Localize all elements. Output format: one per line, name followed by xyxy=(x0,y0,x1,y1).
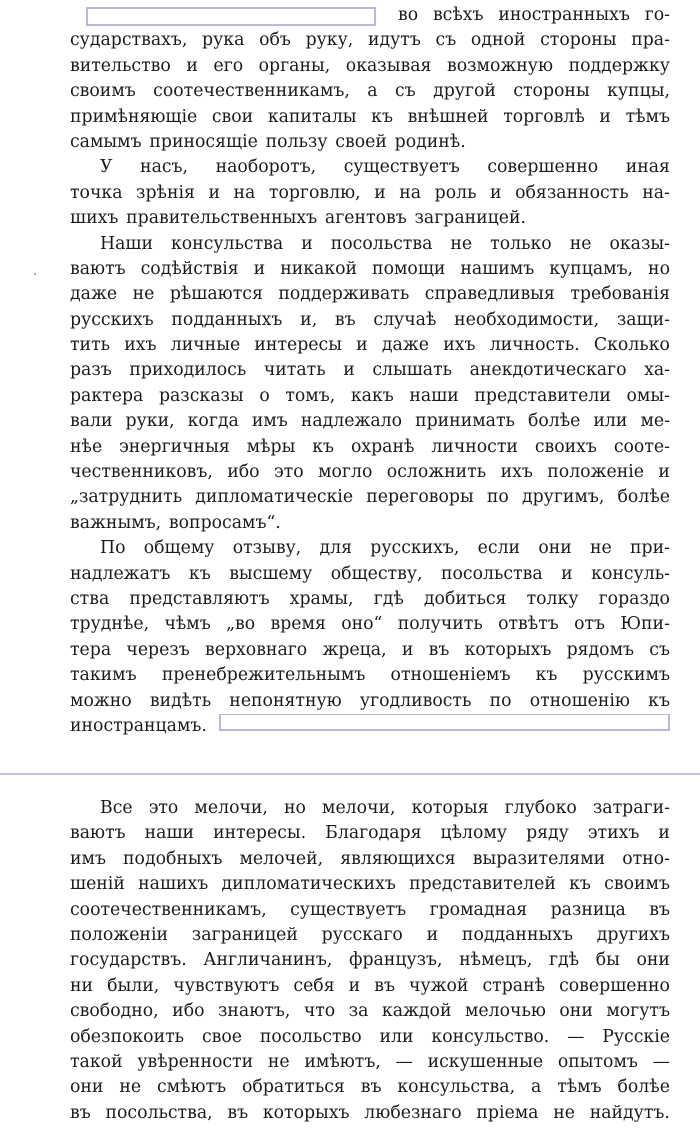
text-line: русскихъ подданныхъ и, въ случаѣ необходимости, защи- xyxy=(70,309,670,330)
text-line: чественниковъ, ибо это могло осложнить ихъ положеніе и xyxy=(70,462,670,483)
text-line: У насъ, наоборотъ, существуетъ совершенно иная xyxy=(100,157,670,178)
text-line: ства представляютъ храмы, гдѣ добиться толку гораздо xyxy=(70,588,670,609)
text-line: По общему отзыву, для русскихъ, если они не при- xyxy=(100,538,670,559)
text-line: они не смѣютъ обратиться въ консульства, а тѣмъ болѣе xyxy=(70,1077,670,1098)
text-line: иностранцамъ. xyxy=(70,714,670,739)
lower-text-block xyxy=(70,796,670,1126)
text-line: Все это мелочи, но мелочи, которыя глубоко затраги- xyxy=(100,798,670,818)
text-line: рактера разсказы о томъ, какъ наши представители омы- xyxy=(70,385,670,406)
text-line: даже не рѣшаются поддерживать справедливыя требованія xyxy=(70,284,670,305)
text-line: такимъ пренебрежительнымъ отношеніемъ къ русскимъ xyxy=(70,665,670,686)
text-line: имъ подобныхъ мелочей, являющихся выразителями отно- xyxy=(70,848,670,869)
text-line: можно видѣть непонятную угодливость по отношенію къ xyxy=(70,690,670,711)
text-line: примѣняющіе свои капиталы къ внѣшней торговлѣ и тѣмъ xyxy=(70,106,670,127)
text-line: во всѣхъ иностранныхъ го- xyxy=(398,5,670,25)
text-line: надлежатъ къ высшему обществу, посольства и консуль- xyxy=(70,563,670,584)
text-line: разъ приходилось читать и слышать анекдотическаго ха- xyxy=(70,360,670,381)
text-line: шихъ правительственныхъ агентовъ заграницей. xyxy=(70,208,527,229)
text-line: вительство и его органы, оказывая возможную поддержку xyxy=(70,55,670,76)
text-line: такой увѣренности не имѣютъ, — искушенные опытомъ — xyxy=(70,1051,670,1072)
text-line: въ посольства, въ которыхъ любезнаго пріема не найдутъ. xyxy=(70,1102,670,1123)
text-line: вали руки, когда имъ надлежало принимать болѣе или ме- xyxy=(70,411,670,432)
text-line: самымъ приносящіе пользу своей родинѣ. xyxy=(70,131,466,152)
upper-text-block xyxy=(70,3,670,739)
text-line: обезпокоить свое посольство или консульство. — Русскіе xyxy=(70,1026,670,1047)
section-divider xyxy=(0,773,700,775)
text-line: сударствахъ, рука объ руку, идутъ съ одной стороны пра- xyxy=(70,30,670,51)
text-line: своимъ соотечественникамъ, а съ другой стороны купцы, xyxy=(70,81,670,102)
text-line: свободно, ибо знаютъ, что за каждой мелочью они могутъ xyxy=(70,1001,670,1022)
redaction-box-inline xyxy=(219,714,670,731)
text-line: шеній нашихъ дипломатическихъ представителей къ своимъ xyxy=(70,874,670,895)
text-line: нѣе энергичныя мѣры къ охранѣ личности своихъ сооте- xyxy=(70,436,670,457)
text-line: соотечественникамъ, существуетъ громадная разница въ xyxy=(70,899,670,920)
scan-speck xyxy=(34,273,36,275)
text-line: важнымъ, вопросамъ“. xyxy=(70,512,281,533)
text-line: Наши консульства и посольства не только не оказы- xyxy=(100,233,670,254)
text-line: тить ихъ личные интересы и даже ихъ личность. Сколько xyxy=(70,335,670,356)
text-line: точка зрѣнія и на торговлю, и на роль и обязанность на- xyxy=(70,182,670,203)
text-line: государствъ. Англичанинъ, французъ, нѣмецъ, гдѣ бы они xyxy=(70,950,670,971)
text-line: ни были, чувствуютъ себя и въ чужой странѣ совершенно xyxy=(70,975,670,996)
text-line: „затруднить дипломатическіе переговоры по другимъ, болѣе xyxy=(70,487,670,508)
text-line: положеніи заграницей русскаго и подданныхъ другихъ xyxy=(70,924,670,945)
text-line: ваютъ содѣйствія и никакой помощи нашимъ купцамъ, но xyxy=(70,258,670,279)
text-line: ваютъ наши интересы. Благодаря цѣлому ряду этихъ и xyxy=(70,823,670,844)
text-line: тера черезъ верховнаго жреца, и въ которыхъ рядомъ съ xyxy=(70,639,670,660)
text-line: труднѣе, чѣмъ „во время оно“ получить отвѣтъ отъ Юпи- xyxy=(70,614,670,635)
